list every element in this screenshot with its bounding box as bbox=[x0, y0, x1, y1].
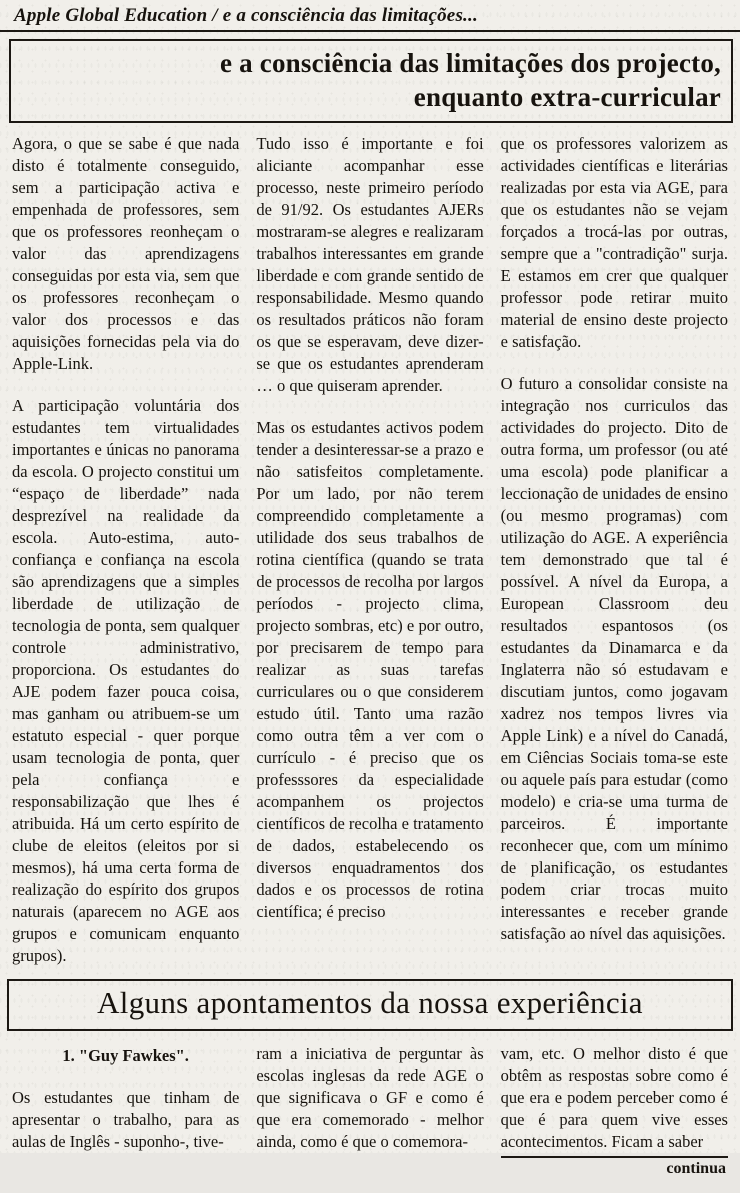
article-column-2 bbox=[256, 133, 483, 975]
paragraph: Os estudantes que tinham de apresentar o trabalho, para as aulas de Inglês - suponho-, tive- bbox=[12, 1088, 240, 1151]
headline-line-1: e a consciência das limitações dos projecto, bbox=[220, 48, 721, 78]
masthead: Apple Global Education / e a consciência das limitações... bbox=[0, 0, 740, 32]
paragraph: vam, etc. O melhor disto é que obtêm as respostas sobre como é que era e podem perceber como é que é para quem vive esses acontecimentos. Ficam a saber bbox=[500, 1044, 728, 1151]
paragraph: A participação voluntária dos estudantes tem virtualidades importantes e únicas no panorama da escola. O projecto constitui um “espaço de liberdade” nada desprezível na realidade da escola. Auto-estima, auto-confiança e confiança na escola são aprendizagens que a simples liberdade de utilização de tecnologia de ponta, sem qualquer controle administrativo, proporciona. Os estudantes do AJE podem fazer pouca coisa, mas ganham ou atribuem-se um estatuto especial - quer porque usam tecnologia de ponta, quer pela confiança e responsabilização que lhes é atribuida. Há um certo espírito de clube de eleitos (eleitos por si mesmos), há uma certa forma de realização do espírito dos grupos naturais (aparecem no AGE aos grupos e comunicam enquanto grupos). bbox=[12, 396, 240, 965]
paragraph: que os professores valorizem as actividades científicas e literárias realizadas por esta via AGE, para que os estudantes não se vejam forçados a trocá-las por outras, sempre que a "contradição" surja. E estamos em crer que qualquer professor pode retirar muito material de ensino deste projecto e satisfação. bbox=[500, 134, 728, 351]
paragraph: Agora, o que se sabe é que nada disto é totalmente conseguido, sem a participação activa e empenhada de professores, sem que os professores reonheçam o valor das aprendizagens conseguidas por esta via, sem que os professores reconheçam o valor dos processos e das aquisições fornecidas pela via do Apple-Link. bbox=[12, 134, 240, 373]
section2-column-1 bbox=[12, 1043, 239, 1193]
article-body bbox=[0, 133, 740, 975]
section-title: Alguns apontamentos da nossa experiência bbox=[97, 985, 643, 1020]
continuation-label: continua bbox=[666, 1160, 726, 1177]
paragraph: Mas os estudantes activos podem tender a desinteressar-se a prazo e não satisfeitos completamente. Por um lado, por não terem compreendido completamente a utilidade dos seus trabalhos de rotina científica (quando se trata de processos de recolha por largos períodos - projecto clima, projecto sombras, etc) e por outro, por precisarem de tempo para realizar as suas tarefas curriculares ou o que considerem estudo útil. Tanto uma razão como outra têm a ver com o currículo - é preciso que os professsores da especialidade acompanhem os projectos científicos de recolha e tratamento de dados, estabelecendo os diversos enquadramentos dos dados e os processos de rotina científica; é preciso bbox=[256, 418, 484, 921]
paragraph: Tudo isso é importante e foi aliciante acompanhar esse processo, neste primeiro período de 91/92. Os estudantes AJERs mostraram-se alegres e realizaram trabalhos interessantes em grande liberdade e com grande sentido de responsabilidade. Mesmo quando os resultados práticos não foram os que se esperavam, deve dizer-se que os estudantes aprenderam … o que quiseram aprender. bbox=[256, 134, 484, 395]
section-title-box bbox=[7, 979, 733, 1031]
headline-box bbox=[9, 39, 733, 123]
article-column-3 bbox=[501, 133, 728, 975]
headline-line-2: enquanto extra-curricular bbox=[413, 82, 721, 112]
section2-column-2 bbox=[256, 1043, 483, 1193]
subsection-heading: 1. "Guy Fawkes". bbox=[62, 1046, 189, 1065]
section2-body bbox=[0, 1043, 740, 1193]
paragraph: ram a iniciativa de perguntar às escolas inglesas da rede AGE o que significava o GF e como é que era comemorado - melhor ainda, como é que o comemora- bbox=[256, 1044, 484, 1151]
paragraph: O futuro a consolidar consiste na integração nos curriculos das actividades do projecto. Dito de outra forma, um professor (ou até uma escola) pode planificar a leccionação de unidades de ensino (ou mesmo programas) com utilização do AGE. A experiência tem demonstrado que tal é possível. A nível da Europa, a European Classroom deu resultados espantosos (os estudantes da Dinamarca e da Inglaterra não só estudavam e discutiam juntos, como jogavam xadrez nos tempos livres via Apple Link) e a nível do Canadá, em Ciências Sociais toma-se este ou aquele país para estudar (como modelo) e cria-se uma turma de parceiros. É importante reconhecer que, com um mínimo de planificação, os estudantes podem criar trocas muito interessantes e receber grande satisfação ao nível das aquisições. bbox=[500, 374, 728, 943]
section2-column-3 bbox=[501, 1043, 728, 1193]
article-column-1 bbox=[12, 133, 239, 975]
